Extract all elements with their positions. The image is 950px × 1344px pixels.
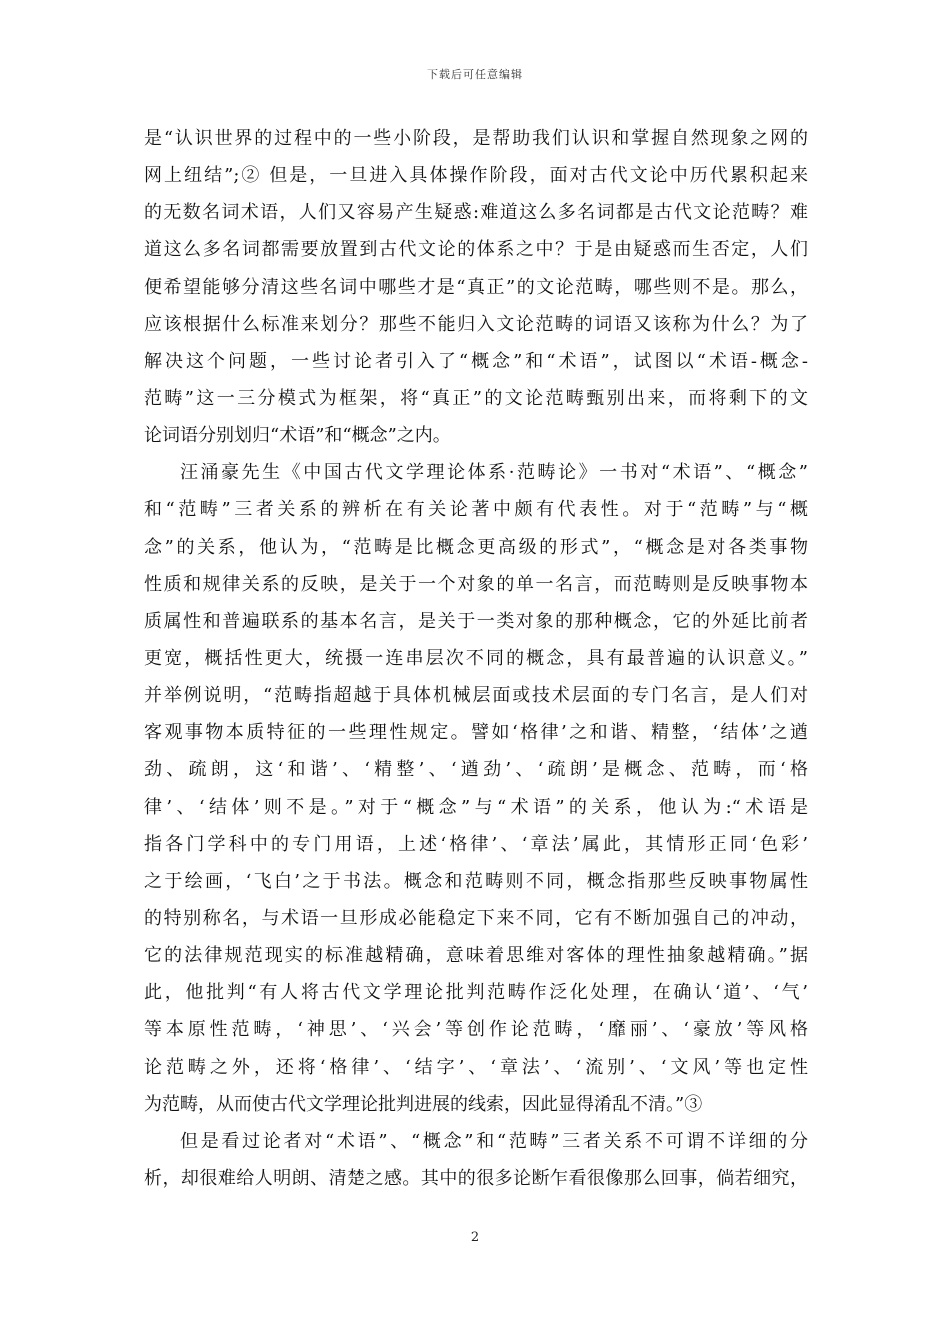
text-line: 析，却很难给人明朗、清楚之感。其中的很多论断乍看很像那么回事，倘若细究， — [144, 1167, 808, 1189]
text-line: 范畴”这一三分模式为框架，将“真正”的文论范畴甄别出来，而将剩下的文 — [144, 387, 808, 409]
text-line: 为范畴，从而使古代文学理论批判进展的线索，因此显得淆乱不清。”③ — [144, 1093, 703, 1115]
paragraph-first-line: 汪涌豪先生《中国古代文学理论体系·范畴论》一书对“术语”、“概念” — [180, 462, 808, 484]
text-line: 性质和规律关系的反映，是关于一个对象的单一名言，而范畴则是反映事物本 — [144, 573, 808, 595]
text-line: 更宽，概括性更大，统摄一连串层次不同的概念，具有最普遍的认识意义。” — [144, 647, 808, 669]
page-number: 2 — [470, 1230, 480, 1245]
text-line: 网上纽结”;② 但是，一旦进入具体操作阶段，面对古代文论中历代累积起来 — [144, 165, 808, 187]
text-line: 此，他批判“有人将古代文学理论批判范畴作泛化处理，在确认‘道’、‘气’ — [144, 982, 808, 1004]
text-line: 论范畴之外，还将‘格律’、‘结字’、‘章法’、‘流别’、‘文风’等也定性 — [144, 1056, 808, 1078]
page-header: 下载后可任意编辑 — [427, 68, 523, 81]
text-line: 它的法律规范现实的标准越精确，意味着思维对客体的理性抽象越精确。”据 — [144, 945, 808, 967]
text-line: 律’、‘结体’则不是。”对于“概念”与“术语”的关系，他认为:“术语是 — [144, 796, 808, 818]
text-line: 应该根据什么标准来划分？那些不能归入文论范畴的词语又该称为什么？为了 — [144, 313, 808, 335]
text-line: 论词语分别划归“术语”和“概念”之内。 — [144, 425, 451, 447]
text-line: 之于绘画，‘飞白’之于书法。概念和范畴则不同，概念指那些反映事物属性 — [144, 870, 808, 892]
text-line: 便希望能够分清这些名词中哪些才是“真正”的文论范畴，哪些则不是。那么， — [144, 276, 808, 298]
text-line: 指各门学科中的专门用语，上述‘格律’、‘章法’属此，其情形正同‘色彩’ — [144, 833, 808, 855]
text-line: 劲、疏朗，这‘和谐’、‘精整’、‘遒劲’、‘疏朗’是概念、范畴，而‘格 — [144, 759, 808, 781]
text-line: 道这么多名词都需要放置到古代文论的体系之中？于是由疑惑而生否定，人们 — [144, 239, 808, 261]
text-line: 解决这个问题，一些讨论者引入了“概念”和“术语”，试图以“术语-概念- — [144, 350, 808, 372]
text-line: 的无数名词术语，人们又容易产生疑惑:难道这么多名词都是古代文论范畴？难 — [144, 202, 808, 224]
body-text — [144, 120, 808, 1197]
text-line: 念”的关系，他认为，“范畴是比概念更高级的形式”，“概念是对各类事物 — [144, 536, 808, 558]
text-line: 客观事物本质特征的一些理性规定。譬如‘格律’之和谐、精整，‘结体’之遒 — [144, 722, 808, 744]
text-line: 和“范畴”三者关系的辨析在有关论著中颇有代表性。对于“范畴”与“概 — [144, 499, 808, 521]
text-line: 的特别称名，与术语一旦形成必能稳定下来不同，它有不断加强自己的冲动， — [144, 907, 808, 929]
text-line: 质属性和普遍联系的基本名言，是关于一类对象的那种概念，它的外延比前者 — [144, 610, 808, 632]
text-line: 等本原性范畴，‘神思’、‘兴会’等创作论范畴，‘靡丽’、‘豪放’等风格 — [144, 1019, 808, 1041]
text-line: 并举例说明，“范畴指超越于具体机械层面或技术层面的专门名言，是人们对 — [144, 685, 808, 707]
text-line: 是“认识世界的过程中的一些小阶段，是帮助我们认识和掌握自然现象之网的 — [144, 128, 808, 149]
paragraph-first-line: 但是看过论者对“术语”、“概念”和“范畴”三者关系不可谓不详细的分 — [180, 1130, 808, 1152]
